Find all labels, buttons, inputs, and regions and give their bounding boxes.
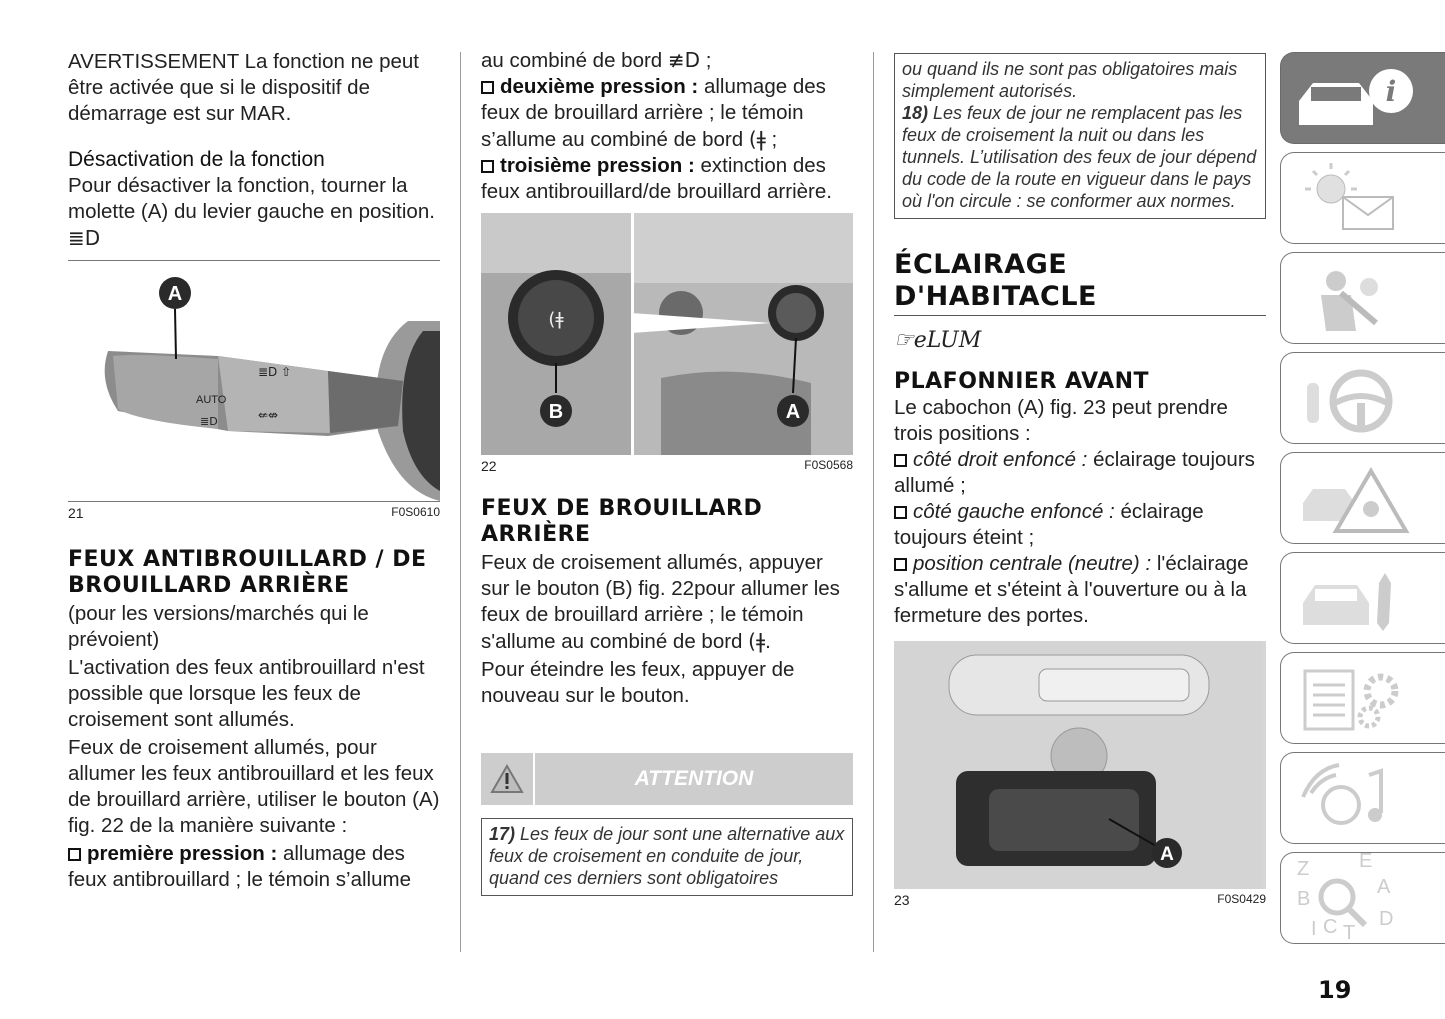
multimedia-icon (1281, 753, 1441, 843)
low-beam-icon: ≣D (68, 226, 101, 250)
versions-note: (pour les versions/marchés qui le prévoient) (68, 602, 369, 651)
label-a: A (785, 401, 801, 423)
safety-icon (1281, 253, 1441, 343)
bullet-square-icon (894, 506, 907, 519)
usage-text: Feux de croisement allumés, pour allumer les feux antibrouillard et les feux de brouillard arrière, utiliser le bouton (A) fig. 22 de la manière suivante : (68, 736, 440, 837)
warning-triangle-icon (481, 753, 535, 805)
tab-maintenance[interactable] (1280, 552, 1445, 644)
figure-22 (481, 213, 853, 455)
car-info-icon (1281, 53, 1441, 143)
rear-fog-heading: FEUX DE BROUILLARD ARRIÈRE (481, 496, 763, 547)
rear-fog-icon: (ǂ (748, 127, 766, 151)
continued-text: au combiné de bord ≢D ; (481, 48, 712, 72)
note-17: 17) Les feux de jour sont une alternative aux feux de croisement en conduite de jour, quand ces derniers sont obligatoires (481, 818, 853, 896)
figure-bottom-rule (68, 501, 440, 502)
tab-index[interactable] (1280, 852, 1445, 944)
warning-text: AVERTISSEMENT La fonction ne peut être activée que si le dispositif de démarrage est sur MAR. (68, 50, 419, 125)
tab-lights-messages[interactable] (1280, 152, 1445, 244)
bullet-square-icon (68, 848, 81, 861)
technical-data-icon (1281, 653, 1441, 743)
figure-number: 23 (894, 892, 910, 908)
figure-21-caption (68, 505, 440, 521)
front-fog-icon: ≢D (667, 48, 701, 72)
tab-technical-data[interactable] (1280, 652, 1445, 744)
label-b: B (548, 401, 564, 423)
activation-text: L'activation des feux antibrouillard n'est possible que lorsque les feux de croisement sont allumés. (68, 656, 425, 731)
front-ceiling-light-heading: PLAFONNIER AVANT (894, 369, 1150, 394)
column-divider (460, 52, 461, 952)
svg-text:T: T (1343, 922, 1356, 943)
figure-code: F0S0568 (804, 458, 853, 472)
svg-text:E: E (1359, 853, 1373, 872)
figure-23 (894, 641, 1266, 889)
label-a: A (1160, 844, 1174, 865)
svg-text:A: A (1377, 876, 1391, 898)
maintenance-icon (1281, 553, 1441, 643)
svg-text:B: B (1297, 888, 1311, 910)
index-icon (1281, 853, 1441, 943)
svg-text:i: i (1385, 75, 1397, 108)
page-number: 19 (1318, 976, 1352, 1004)
label-a: A (167, 283, 183, 305)
lights-messages-icon (1281, 153, 1441, 243)
column-2 (481, 44, 853, 896)
figure-code: F0S0429 (1217, 892, 1266, 906)
rear-fog-text: Feux de croisement allumés, appuyer sur le bouton (B) fig. 22pour allumer les feux de brouillard arrière ; le témoin s'allume au combiné de bord (ǂ. (481, 551, 840, 653)
emergency-icon (1281, 453, 1441, 543)
bullet-second-press: deuxième pression : allumage des feux de brouillard arrière ; le témoin s’allume au combiné de bord (ǂ ; (481, 75, 826, 151)
column-3 (894, 44, 1266, 908)
svg-text:≣D: ≣D (200, 415, 218, 428)
svg-text:⇍⇎: ⇍⇎ (258, 408, 279, 422)
figure-number: 22 (481, 458, 497, 474)
svg-text:D: D (1379, 908, 1394, 930)
svg-text:≣D ⇧: ≣D ⇧ (258, 365, 292, 379)
tab-safety[interactable] (1280, 252, 1445, 344)
bullet-square-icon (894, 454, 907, 467)
elum-mark: ☞eLUM (894, 328, 982, 353)
note-continued: ou quand ils ne sont pas obligatoires mais simplement autorisés. 18) Les feux de jour ne remplacent pas les feux de croisement la nuit ou dans les tunnels. L’utilisation des feux de jour dépend du code de la route en vigueur dans le pays où l'on circule : se conformer aux normes. (894, 53, 1266, 219)
heading-rule (894, 315, 1266, 316)
option-right-pressed: côté droit enfoncé : éclairage toujours allumé ; (894, 448, 1255, 497)
bullet-square-icon (481, 160, 494, 173)
tab-emergency[interactable] (1280, 452, 1445, 544)
column-divider (873, 52, 874, 952)
tab-car-info[interactable] (1280, 52, 1445, 144)
option-centre: position centrale (neutre) : l'éclairage s'allume et s'éteint à l'ouverture ou à la fermeture des portes. (894, 552, 1249, 627)
deactivation-title: Désactivation de la fonction (68, 148, 325, 171)
fog-lights-heading: FEUX ANTIBROUILLARD / DE BROUILLARD ARRIÈRE (68, 547, 427, 598)
svg-text:AUTO: AUTO (196, 394, 227, 406)
svg-text:Z: Z (1297, 858, 1310, 880)
attention-banner (481, 753, 853, 805)
figure-23-caption (894, 892, 1266, 908)
figure-21 (68, 261, 440, 501)
bullet-third-press: troisième pression : extinction des feux antibrouillard/de brouillard arrière. (481, 154, 832, 203)
rear-fog-icon: (ǂ (748, 629, 766, 653)
option-left-pressed: côté gauche enfoncé : éclairage toujours éteint ; (894, 500, 1204, 549)
figure-22-caption (481, 458, 853, 474)
hand-pointer-icon: ☞ (894, 328, 914, 353)
dashboard-buttons-illustration (481, 213, 853, 455)
bullet-square-icon (481, 81, 494, 94)
stalk-illustration (68, 261, 440, 501)
switch-off-text: Pour éteindre les feux, appuyer de nouveau sur le bouton. (481, 658, 795, 707)
tab-multimedia[interactable] (1280, 752, 1445, 844)
deactivation-text: Pour désactiver la fonction, tourner la molette (A) du levier gauche en position. ≣D (68, 174, 435, 250)
interior-lighting-heading: ÉCLAIRAGE D'HABITACLE (894, 249, 1097, 312)
bullet-first-press: première pression : allumage des feux antibrouillard ; le témoin s’allume (68, 842, 411, 891)
ceiling-light-intro: Le cabochon (A) fig. 23 peut prendre trois positions : (894, 396, 1228, 445)
tab-driving[interactable] (1280, 352, 1445, 444)
svg-text:C: C (1323, 916, 1338, 938)
ceiling-light-illustration (894, 641, 1262, 889)
steering-wheel-icon (1281, 353, 1441, 443)
attention-label: ATTENTION (634, 767, 754, 790)
figure-code: F0S0610 (391, 505, 440, 519)
svg-text:I: I (1311, 918, 1317, 940)
svg-text:(ǂ: (ǂ (548, 309, 564, 330)
figure-number: 21 (68, 505, 84, 521)
bullet-square-icon (894, 558, 907, 571)
column-1 (68, 44, 440, 893)
